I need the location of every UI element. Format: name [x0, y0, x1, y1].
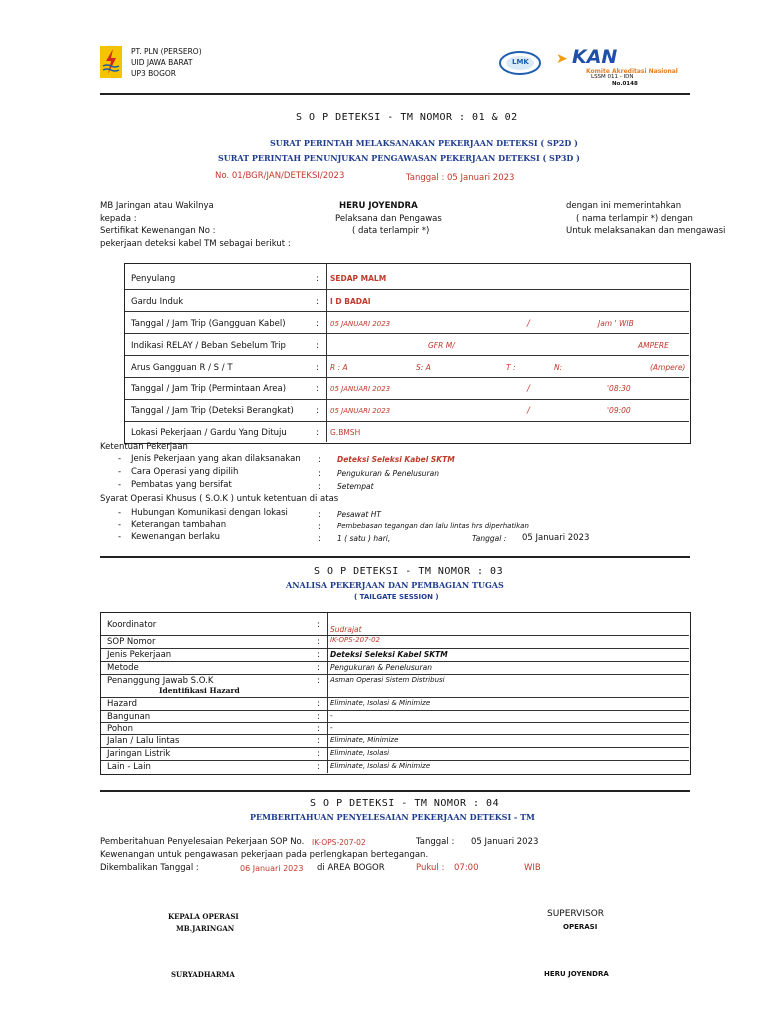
- table-row-line: [125, 399, 689, 400]
- lmk-logo: [498, 50, 542, 76]
- field-value: 05 JANUARI 2023: [330, 385, 391, 393]
- field-value: I D BADAI: [330, 297, 371, 306]
- notice-text: WIB: [524, 863, 541, 873]
- tailgate-value: IK-OPS-207-02: [330, 636, 380, 644]
- detail-table: [124, 263, 691, 444]
- field-label: Penyulang: [131, 274, 176, 284]
- org-block: [131, 46, 202, 79]
- ketentuan-label: Pembatas yang bersifat: [131, 480, 232, 490]
- org-line: UID JAWA BARAT: [131, 58, 193, 67]
- table-row-line: [125, 311, 689, 312]
- table-row-line: [101, 710, 689, 711]
- field-value: 05 JANUARI 2023: [330, 320, 391, 328]
- section-title-sop-01-02: S O P DETEKSI - TM NOMOR : 01 & 02: [296, 112, 518, 123]
- syarat-value: 1 ( satu ) hari,: [337, 534, 391, 543]
- kan-code: LSSM 011 - IDN: [591, 74, 634, 80]
- field-value: S: A: [416, 363, 431, 372]
- hazard-label: Bangunan: [107, 712, 151, 722]
- document-number: No. 01/BGR/JAN/DETEKSI/2023: [215, 171, 345, 181]
- hazard-value: Eliminate, Minimize: [330, 736, 399, 744]
- tailgate-value: Pengukuran & Penelusuran: [330, 663, 432, 672]
- table-row-line: [125, 289, 689, 290]
- kan-subtitle: Komite Akreditasi Nasional: [586, 68, 678, 75]
- syarat-value: 05 Januari 2023: [522, 533, 590, 543]
- notice-text: Pukul :: [416, 863, 445, 873]
- syarat-label: Hubungan Komunikasi dengan lokasi: [131, 508, 288, 518]
- hazard-value: Eliminate, Isolasi & Minimize: [330, 762, 431, 770]
- table-row-line: [125, 333, 689, 334]
- field-value: N:: [554, 363, 563, 372]
- notice-text: Pemberitahuan Penyelesaian Pekerjaan SOP No.: [100, 837, 305, 847]
- hazard-label: Jalan / Lalu lintas: [107, 736, 180, 746]
- return-date: 06 Januari 2023: [240, 864, 304, 873]
- section-subtitle: ( TAILGATE SESSION ): [354, 593, 439, 601]
- intro-text: MB Jaringan atau Wakilnya: [100, 201, 214, 211]
- field-value: G.BMSH: [330, 428, 361, 437]
- table-row-line: [101, 747, 689, 748]
- field-label: Tanggal / Jam Trip (Deteksi Berangkat): [131, 406, 294, 416]
- divider: [100, 556, 690, 558]
- tailgate-value: Sudrajat: [330, 625, 362, 634]
- section-title-sop-04: S O P DETEKSI - TM NOMOR : 04: [310, 798, 500, 809]
- field-label: Gardu Induk: [131, 297, 184, 307]
- field-value: AMPERE: [638, 341, 669, 350]
- ketentuan-label: Cara Operasi yang dipilih: [131, 467, 239, 477]
- hazard-label: Jaringan Listrik: [107, 749, 171, 759]
- syarat-label: Kewenangan berlaku: [131, 532, 220, 542]
- section-subtitle: ANALISA PEKERJAAN DAN PEMBAGIAN TUGAS: [286, 580, 504, 590]
- tailgate-value: Asman Operasi Sistem Distribusi: [330, 676, 445, 684]
- hazard-value: -: [330, 724, 333, 732]
- section-subtitle-sp3d: SURAT PERINTAH PENUNJUKAN PENGAWASAN PEKERJAAN DETEKSI ( SP3D ): [218, 153, 580, 163]
- field-label: Lokasi Pekerjaan / Gardu Yang Dituju: [131, 428, 287, 438]
- ketentuan-value: Deteksi Seleksi Kabel SKTM: [337, 455, 455, 464]
- divider: [100, 93, 690, 95]
- intro-text: ( data terlampir *): [352, 226, 430, 236]
- org-line: UP3 BOGOR: [131, 69, 177, 78]
- signatory-name: SURYADHARMA: [171, 970, 235, 979]
- field-value: SEDAP MALM: [330, 274, 387, 283]
- pln-logo: [100, 46, 122, 78]
- table-row-line: [125, 421, 689, 422]
- syarat-label: Tanggal :: [472, 534, 507, 543]
- field-label: Tanggal / Jam Trip (Permintaan Area): [131, 384, 287, 394]
- tailgate-label: SOP Nomor: [107, 637, 156, 647]
- org-line: PT. PLN (PERSERO): [131, 47, 202, 56]
- tailgate-value: Deteksi Seleksi Kabel SKTM: [330, 650, 448, 659]
- notice-text: Kewenangan untuk pengawasan pekerjaan pada perlengkapan bertegangan.: [100, 850, 429, 860]
- ketentuan-label: Jenis Pekerjaan yang akan dilaksanakan: [131, 454, 301, 464]
- kan-label: KAN: [572, 46, 618, 68]
- intro-text: kepada :: [100, 214, 137, 224]
- field-value: T :: [506, 363, 516, 372]
- notice-sop-number: IK-OPS-207-02: [312, 838, 366, 847]
- hazard-label: Pohon: [107, 724, 133, 734]
- document-date: Tanggal : 05 Januari 2023: [406, 173, 515, 183]
- field-label: Indikasi RELAY / Beban Sebelum Trip: [131, 341, 286, 351]
- syarat-value: Pembebasan tegangan dan lalu lintas hrs diperhatikan: [337, 522, 529, 530]
- hazard-value: Eliminate, Isolasi: [330, 749, 390, 757]
- intro-text: Pelaksana dan Pengawas: [335, 214, 442, 224]
- table-row-line: [101, 674, 689, 675]
- intro-text: dengan ini memerintahkan: [566, 201, 682, 211]
- intro-text: pekerjaan deteksi kabel TM sebagai berikut :: [100, 239, 291, 249]
- ketentuan-heading: Ketentuan Pekerjaan: [100, 442, 188, 452]
- hazard-heading: Identifikasi Hazard: [159, 686, 240, 695]
- divider: [100, 790, 690, 792]
- syarat-value: Pesawat HT: [337, 510, 381, 519]
- hazard-label: Hazard: [107, 699, 138, 709]
- tailgate-label: Penanggung Jawab S.O.K: [107, 676, 214, 686]
- table-row-line: [101, 648, 689, 649]
- field-value: (Ampere): [650, 363, 686, 372]
- intro-text: Sertifikat Kewenangan No :: [100, 226, 216, 236]
- ketentuan-value: Setempat: [337, 482, 374, 491]
- signatory-name: HERU JOYENDRA: [544, 970, 609, 978]
- notice-text: Tanggal :: [416, 837, 455, 847]
- table-col-line: [326, 264, 327, 442]
- ketentuan-value: Pengukuran & Penelusuran: [337, 469, 439, 478]
- signatory-role: SUPERVISOR: [547, 909, 605, 919]
- syarat-label: Keterangan tambahan: [131, 520, 227, 530]
- tailgate-label: Metode: [107, 663, 139, 673]
- table-row-line: [101, 661, 689, 662]
- signatory-role: OPERASI: [563, 923, 598, 931]
- kan-wing-icon: ➤: [556, 51, 568, 67]
- table-row-line: [125, 377, 689, 378]
- mb-name: HERU JOYENDRA: [339, 201, 418, 211]
- notice-text: di AREA BOGOR: [317, 863, 385, 873]
- table-row-line: [101, 734, 689, 735]
- field-value: /: [527, 406, 530, 416]
- hazard-value: Eliminate, Isolasi & Minimize: [330, 699, 431, 707]
- field-value: /: [527, 384, 530, 394]
- notice-date: 05 Januari 2023: [471, 837, 539, 847]
- notice-text: Dikembalikan Tanggal :: [100, 863, 199, 873]
- section-title-sop-03: S O P DETEKSI - TM NOMOR : 03: [314, 566, 504, 577]
- field-value: '08:30: [607, 384, 631, 393]
- table-col-line: [327, 613, 328, 773]
- table-row-line: [101, 697, 689, 698]
- hazard-label: Lain - Lain: [107, 762, 151, 772]
- field-value: 05 JANUARI 2023: [330, 407, 391, 415]
- intro-text: Untuk melaksanakan dan mengawasi: [566, 226, 726, 236]
- syarat-heading: Syarat Operasi Khusus ( S.O.K ) untuk ketentuan di atas: [100, 494, 339, 504]
- signatory-role: MB.JARINGAN: [176, 924, 235, 933]
- return-time: 07:00: [454, 863, 479, 873]
- table-row-line: [101, 635, 689, 636]
- field-value: Jam ' WIB: [598, 319, 634, 328]
- field-label: Tanggal / Jam Trip (Gangguan Kabel): [131, 319, 286, 329]
- tailgate-label: Koordinator: [107, 620, 157, 630]
- field-value: R : A: [330, 363, 348, 372]
- field-value: /: [527, 319, 530, 329]
- section-subtitle-sp2d: SURAT PERINTAH MELAKSANAKAN PEKERJAAN DETEKSI ( SP2D ): [270, 138, 578, 148]
- signatory-role: KEPALA OPERASI: [168, 912, 239, 921]
- field-value: '09:00: [607, 406, 631, 415]
- field-label: Arus Gangguan R / S / T: [131, 363, 233, 373]
- section-subtitle: PEMBERITAHUAN PENYELESAIAN PEKERJAAN DETEKSI - TM: [250, 812, 535, 822]
- hazard-value: -: [330, 712, 333, 720]
- kan-no: No.0148: [612, 81, 638, 87]
- table-row-line: [101, 722, 689, 723]
- table-row-line: [101, 760, 689, 761]
- table-row-line: [125, 355, 689, 356]
- lmk-label: LMK: [512, 58, 529, 66]
- tailgate-label: Jenis Pekerjaan: [107, 650, 172, 660]
- intro-text: ( nama terlampir *) dengan: [576, 214, 693, 224]
- field-value: GFR M/: [428, 341, 455, 350]
